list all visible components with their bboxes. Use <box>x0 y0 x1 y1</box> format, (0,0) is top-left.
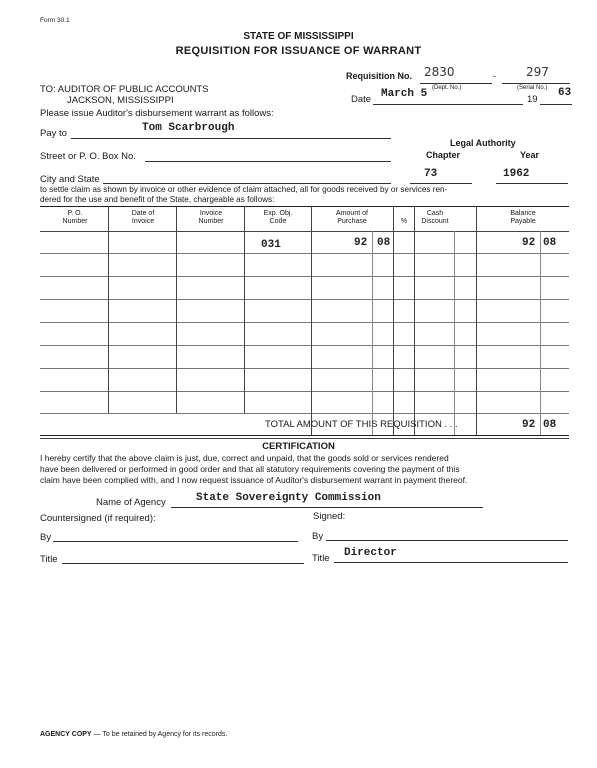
signed-label: Signed: <box>313 511 346 522</box>
instruction-text: Please issue Auditor's disbursement warrant as follows: <box>40 108 274 119</box>
total-label: TOTAL AMOUNT OF THIS REQUISITION . . . <box>265 419 458 430</box>
exp-obj-code-cell[interactable]: 031 <box>261 239 281 251</box>
to-line-2: JACKSON, MISSISSIPPI <box>67 95 174 106</box>
chapter-line <box>410 183 472 184</box>
agency-value[interactable]: State Sovereignty Commission <box>196 492 381 504</box>
form-number: Form 30.1 <box>40 17 70 24</box>
agency-copy-note: — To be retained by Agency for its records. <box>93 731 228 738</box>
settle-text-2: dered for the use and benefit of the State, chargeable as follows: <box>40 195 275 204</box>
year-value[interactable]: 63 <box>558 87 572 99</box>
total-cents[interactable]: 08 <box>543 419 557 431</box>
dept-no-value[interactable]: 2830 <box>424 65 455 79</box>
certification-line-3: claim have been complied with, and I now request issuance of Auditor's disbursement warrant in payment thereof. <box>40 475 468 485</box>
settle-text-1: to settle claim as shown by invoice or other evidence of claim attached, all for goods received by or services ren- <box>40 185 448 194</box>
certification-heading: CERTIFICATION <box>262 441 335 452</box>
col-header-balance: Balance Payable <box>510 210 536 225</box>
chapter-value[interactable]: 73 <box>424 168 438 180</box>
state-heading: STATE OF MISSISSIPPI <box>243 31 354 42</box>
title-label-right: Title <box>312 553 330 564</box>
amount-cents-cell[interactable]: 08 <box>377 237 391 249</box>
pay-to-line <box>71 138 391 139</box>
year-label: Year <box>520 150 540 160</box>
date-value[interactable]: March 5 <box>381 88 428 100</box>
total-dollars[interactable]: 92 <box>522 419 536 431</box>
year-prefix: 19 <box>527 94 538 105</box>
col-header-exp-obj: Exp. Obj. Code <box>263 210 293 225</box>
pay-to-label: Pay to <box>40 128 67 139</box>
by-label-right: By <box>312 531 324 542</box>
chapter-label: Chapter <box>426 150 461 160</box>
year-auth-value[interactable]: 1962 <box>503 168 530 180</box>
col-header-po: P. O. Number <box>62 210 88 225</box>
date-line <box>373 104 523 105</box>
by-line-left[interactable] <box>53 541 298 542</box>
agency-line <box>171 507 483 508</box>
city-state-label: City and State <box>40 174 100 185</box>
date-label: Date <box>351 94 372 105</box>
title-line-left[interactable] <box>62 563 304 564</box>
amount-dollars-cell[interactable]: 92 <box>354 237 368 249</box>
form-title: REQUISITION FOR ISSUANCE OF WARRANT <box>175 45 422 57</box>
col-header-amount: Amount of Purchase <box>336 210 368 225</box>
street-label: Street or P. O. Box No. <box>40 151 136 162</box>
balance-dollars-cell[interactable]: 92 <box>522 237 536 249</box>
certification-line-2: have been delivered or performed in good order and that all statutory requirements covering the payment of this <box>40 464 460 474</box>
col-header-cash: Cash Discount <box>421 210 449 225</box>
serial-no-value[interactable]: 297 <box>526 65 549 79</box>
title-value-right[interactable]: Director <box>344 547 397 559</box>
serial-no-caption: (Serial No.) <box>517 85 548 91</box>
footer-note <box>40 731 227 738</box>
title-line-right <box>334 562 568 563</box>
by-line-right[interactable] <box>326 540 568 541</box>
title-label-left: Title <box>40 554 58 565</box>
city-state-line[interactable] <box>103 183 391 184</box>
year-auth-line <box>496 183 568 184</box>
to-line-1: TO: AUDITOR OF PUBLIC ACCOUNTS <box>40 84 209 95</box>
agency-copy-label: AGENCY COPY <box>40 731 92 738</box>
year-line <box>540 104 572 105</box>
agency-label: Name of Agency <box>96 497 166 508</box>
street-line[interactable] <box>145 161 391 162</box>
by-label-left: By <box>40 532 52 543</box>
col-header-pct: % <box>400 218 408 225</box>
dept-no-caption: (Dept. No.) <box>432 85 462 91</box>
certification-line-1: I hereby certify that the above claim is just, due, correct and unpaid, that the goods sold or services rendered <box>40 453 449 463</box>
serial-no-line <box>502 83 570 84</box>
countersigned-label: Countersigned (if required): <box>40 513 156 524</box>
balance-cents-cell[interactable]: 08 <box>543 237 557 249</box>
col-header-invoice: Invoice Number <box>198 210 224 225</box>
legal-authority-label: Legal Authority <box>450 138 516 148</box>
dept-no-line <box>420 83 492 84</box>
col-header-date: Date of Invoice <box>131 210 155 225</box>
pay-to-value[interactable]: Tom Scarbrough <box>142 122 235 134</box>
requisition-label: Requisition No. <box>346 71 412 81</box>
